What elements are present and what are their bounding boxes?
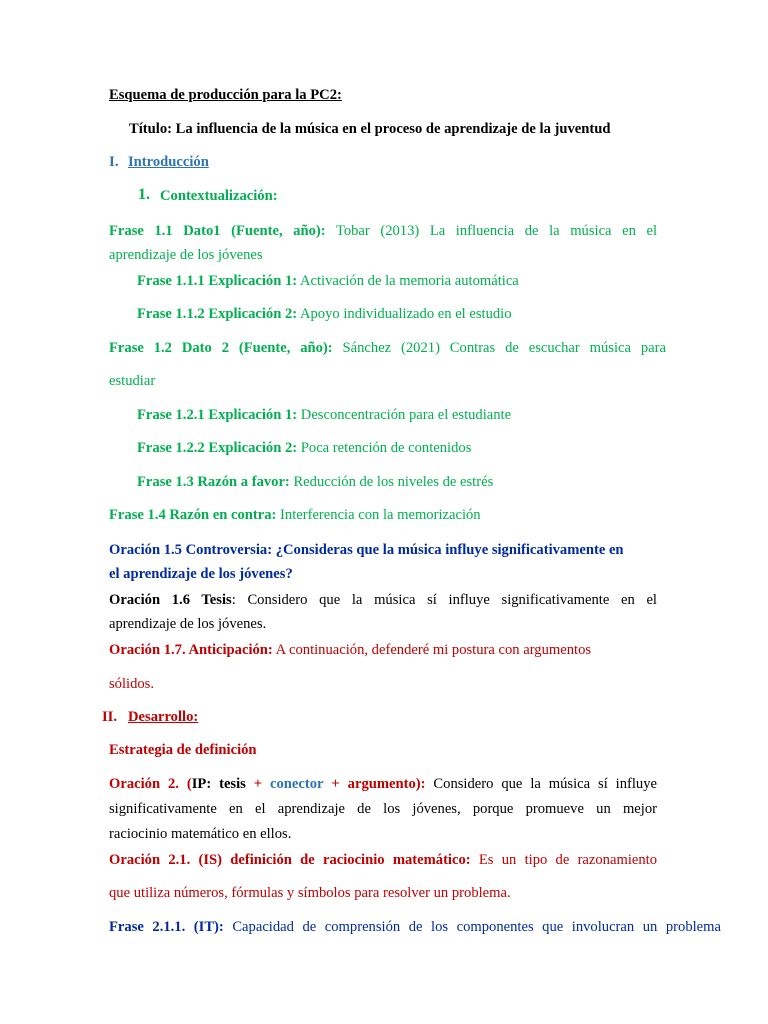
oracion-2 [109,775,657,793]
frase-1-1-2-label: Frase 1.1.2 Explicación 2: [137,306,298,322]
section-i-heading: Introducción [128,154,209,170]
oracion-1-6 [109,591,657,609]
frase-2-1-1-text: Capacidad de comprensión de los componentes que involucran un problema [232,919,721,935]
oracion-2-ip: IP: tesis [191,776,246,792]
oracion-1-7 [109,641,591,659]
frase-1-2-2-label: Frase 1.2.2 Explicación 2: [137,440,298,456]
subsection-1-heading: Contextualización: [160,188,278,204]
frase-1-1-2-text: Apoyo individualizado en el estudio [299,306,512,322]
frase-2-1-1-label: Frase 2.1.1. (IT): [109,919,224,935]
oracion-2-text: Considero que la música sí influye [433,776,657,792]
frase-1-3 [137,473,493,491]
section-ii-heading: Desarrollo: [128,709,199,725]
oracion-2-1 [109,851,657,869]
oracion-1-6-label: Oración 1.6 Tesis [109,592,232,608]
frase-1-4-text: Interferencia con la memorización [280,507,481,523]
frase-1-1-text: Tobar (2013) La influencia de la música en el [335,223,658,239]
oracion-2-plus-2: + [331,776,340,792]
document-title [129,120,611,138]
oracion-2-1-label: Oración 2.1. (IS) definición de raciocinio matemático: [109,852,471,868]
oracion-2-1-text: Es un tipo de razonamiento [478,852,657,868]
frase-1-2-1-text: Desconcentración para el estudiante [300,407,512,423]
frase-1-2-text: Sánchez (2021) Contras de escuchar música para [342,340,666,356]
frase-1-2-1 [137,406,511,424]
frase-1-1-1 [137,272,519,290]
title-label: Título: [129,121,172,137]
oracion-1-6-text: : Considero que la música sí influye significativamente en el [231,592,657,608]
frase-2-1-1 [109,918,721,936]
frase-1-3-text: Reducción de los niveles de estrés [293,474,494,490]
frase-1-2-2 [137,439,471,457]
frase-1-1-1-label: Frase 1.1.1 Explicación 1: [137,273,298,289]
subsection-1-number: 1. [138,186,150,203]
oracion-2-connector: conector [270,776,324,792]
frase-1-2-1-label: Frase 1.2.1 Explicación 1: [137,407,298,423]
oracion-2-continuation-1: significativamente en el aprendizaje de los jóvenes, porque promueve un mejor [109,801,657,817]
frase-1-2-continuation: estudiar [109,373,156,389]
frase-1-2-2-text: Poca retención de contenidos [300,440,472,456]
oracion-2-1-continuation: que utiliza números, fórmulas y símbolos para resolver un problema. [109,885,511,901]
oracion-1-7-continuation: sólidos. [109,676,155,692]
section-ii-numeral: II. [102,709,118,725]
oracion-2-plus-1: + [253,776,263,792]
title-text: La influencia de la música en el proceso de aprendizaje de la juventud [175,121,611,137]
strategy-heading: Estrategia de definición [109,742,257,758]
oracion-1-7-label: Oración 1.7. Anticipación: [109,642,273,658]
frase-1-4-label: Frase 1.4 Razón en contra: [109,507,277,523]
frase-1-1-label: Frase 1.1 Dato1 (Fuente, año): [109,223,326,239]
frase-1-1-1-text: Activación de la memoria automática [299,273,519,289]
frase-1-4 [109,506,481,524]
frase-1-2-label: Frase 1.2 Dato 2 (Fuente, año): [109,340,333,356]
oracion-2-label: Oración 2. ( [109,776,192,792]
scheme-title: Esquema de producción para la PC2: [109,87,342,103]
oracion-1-5-line-1: Oración 1.5 Controversia: ¿Consideras que la música influye significativamente en [109,542,624,558]
oracion-2-continuation-2: raciocinio matemático en ellos. [109,826,292,842]
section-i-numeral: I. [109,154,119,170]
frase-1-3-label: Frase 1.3 Razón a favor: [137,474,290,490]
frase-1-1-continuation: aprendizaje de los jóvenes [109,247,263,263]
frase-1-1 [109,222,657,240]
oracion-1-7-text: A continuación, defenderé mi postura con argumentos [275,642,592,658]
oracion-1-6-continuation: aprendizaje de los jóvenes. [109,616,267,632]
frase-1-1-2 [137,305,512,323]
frase-1-2 [109,339,666,357]
oracion-1-5-line-2: el aprendizaje de los jóvenes? [109,566,293,582]
oracion-2-argument: argumento): [347,776,426,792]
